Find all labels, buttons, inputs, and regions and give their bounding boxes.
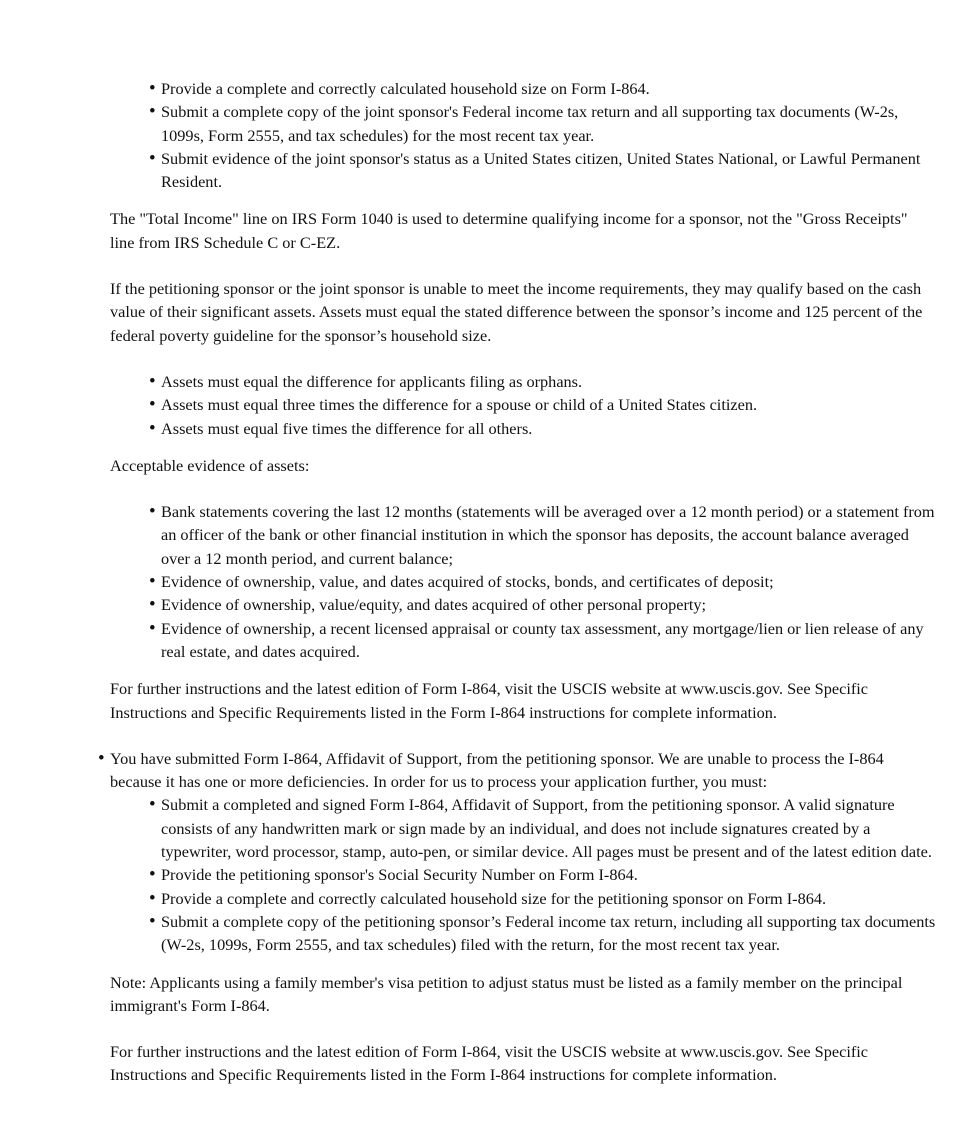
list-item [110, 747, 936, 957]
list-item: • Assets must equal five times the difference for all others. [161, 417, 936, 440]
list-item: • Evidence of ownership, value/equity, and dates acquired of other personal property; [161, 593, 936, 616]
evidence-of-assets-list [0, 500, 936, 663]
list-item: • Evidence of ownership, value, and dates acquired of stocks, bonds, and certificates of deposit; [161, 570, 936, 593]
document-page [0, 77, 954, 1087]
list-item: • Submit a complete copy of the petitioning sponsor’s Federal income tax return, including all supporting tax documents (W-2s, 1099s, Form 2555, and tax schedules) filed with the return, for the most recent tax year. [161, 910, 936, 957]
petitioning-sponsor-intro: You have submitted Form I-864, Affidavit of Support, from the petitioning sponsor. We are unable to process the I-864 because it has one or more deficiencies. In order for us to process your application further, you must: [110, 748, 884, 792]
asset-requirements-list [0, 370, 936, 440]
list-item: • Assets must equal three times the difference for a spouse or child of a United States citizen. [161, 393, 936, 416]
list-item: • Provide the petitioning sponsor's Social Security Number on Form I-864. [161, 863, 936, 886]
note-paragraph: Note: Applicants using a family member's visa petition to adjust status must be listed as a family member on the principal immigrant's Form I-864. [110, 972, 903, 1015]
evidence-heading: Acceptable evidence of assets: [110, 455, 310, 475]
petitioning-sponsor-section [0, 747, 936, 957]
assets-paragraph: If the petitioning sponsor or the joint sponsor is unable to meet the income requirements, they may qualify based on the cash value of their significant assets. Assets must equal the stated difference between the sponsor’s income and 125 percent of the federal poverty guideline for the sponsor’s household size. [110, 279, 923, 345]
list-item: • Provide a complete and correctly calculated household size on Form I-864. [161, 77, 936, 100]
further-instructions-paragraph-2: For further instructions and the latest edition of Form I-864, visit the USCIS website at www.uscis.gov. See Specific Instructions and Specific Requirements listed in the Form I-864 instructions for complete information. [110, 1042, 869, 1085]
list-item: • Evidence of ownership, a recent licensed appraisal or county tax assessment, any mortgage/lien or lien release of any real estate, and dates acquired. [161, 617, 936, 664]
list-item: • Provide a complete and correctly calculated household size for the petitioning sponsor on Form I-864. [161, 887, 936, 910]
list-item: • Submit a completed and signed Form I-864, Affidavit of Support, from the petitioning sponsor. A valid signature consists of any handwritten mark or sign made by an individual, and does not include signatures created by a typewriter, word processor, stamp, auto-pen, or similar device. All pages must be present and of the latest edition date. [161, 793, 936, 863]
further-instructions-paragraph: For further instructions and the latest edition of Form I-864, visit the USCIS website at www.uscis.gov. See Specific Instructions and Specific Requirements listed in the Form I-864 instructions for complete information. [110, 679, 869, 722]
list-item: • Bank statements covering the last 12 months (statements will be averaged over a 12 month period) or a statement from an officer of the bank or other financial institution in which the sponsor has deposits, the account balance averaged over a 12 month period, and current balance; [161, 500, 936, 570]
total-income-paragraph: The "Total Income" line on IRS Form 1040 is used to determine qualifying income for a sponsor, not the "Gross Receipts" line from IRS Schedule C or C-EZ. [110, 209, 908, 252]
list-item: • Submit evidence of the joint sponsor's status as a United States citizen, United States National, or Lawful Permanent Resident. [161, 147, 936, 194]
joint-sponsor-requirements-list [0, 77, 936, 193]
petitioning-sponsor-requirements-list [110, 793, 936, 956]
list-item: • Submit a complete copy of the joint sponsor's Federal income tax return and all supporting tax documents (W-2s, 1099s, Form 2555, and tax schedules) for the most recent tax year. [161, 100, 936, 147]
list-item: • Assets must equal the difference for applicants filing as orphans. [161, 370, 936, 393]
